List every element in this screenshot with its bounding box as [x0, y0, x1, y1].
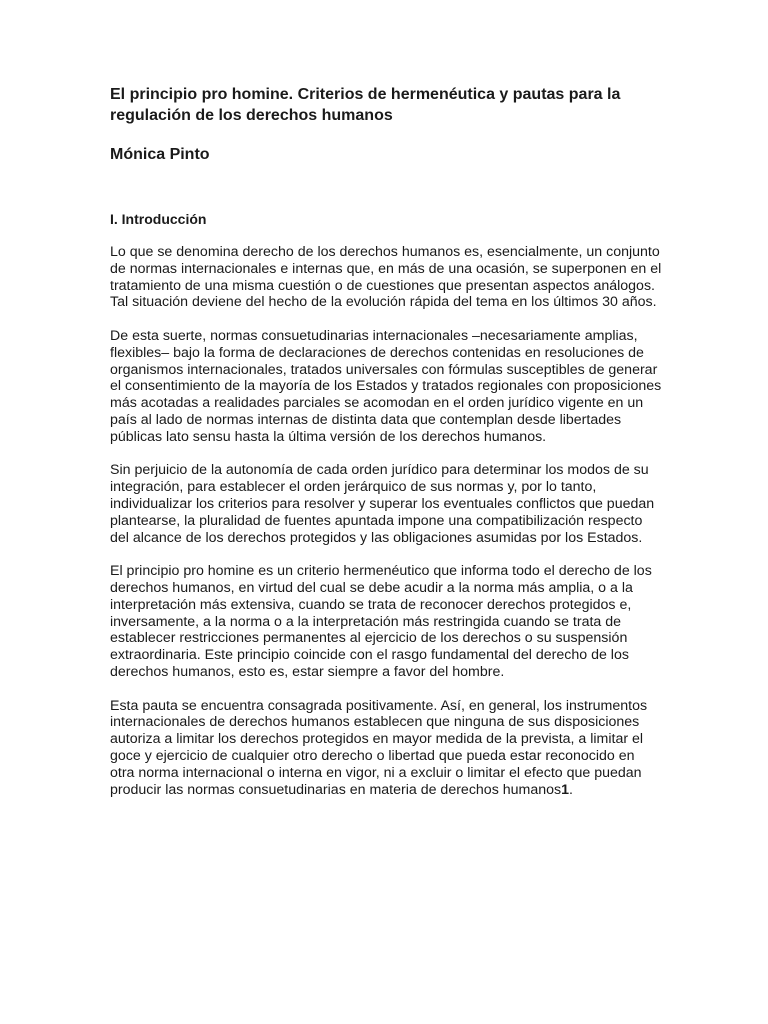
footnote-reference[interactable]: 1 [561, 781, 569, 798]
paragraph-5-text: Esta pauta se encuentra consagrada positivamente. Así, en general, los instrumentos internacionales de derechos humanos establecen que ninguna de sus disposiciones autoriza a limitar los derechos protegidos en mayor medida de la prevista, a limitar el goce y ejercicio de cualquier otro derecho o libertad que pueda estar reconocido en otra norma internacional o interna en vigor, ni a excluir o limitar el efecto que puedan producir las normas consuetudinarias en materia de derechos humanos [110, 697, 648, 798]
document-page [110, 84, 662, 815]
paragraph-2: De esta suerte, normas consuetudinarias internacionales –necesariamente amplias, flexibles– bajo la forma de declaraciones de derechos contenidas en resoluciones de organismos internacionales, tratados universales con fórmulas susceptibles de generar el consentimiento de la mayoría de los Estados y tratados regionales con proposiciones más acotadas a realidades parciales se acomodan en el orden jurídico vigente en un país al lado de normas internas de distinta data que contemplan desde libertades públicas lato sensu hasta la última versión de los derechos humanos. [110, 327, 662, 445]
section-heading: I. Introducción [110, 211, 207, 227]
paragraph-1: Lo que se denomina derecho de los derechos humanos es, esencialmente, un conjunto de normas internacionales e internas que, en más de una ocasión, se superponen en el tratamiento de una misma cuestión o de cuestiones que presentan aspectos análogos. Tal situación deviene del hecho de la evolución rápida del tema en los últimos 30 años. [110, 244, 662, 311]
paragraph-3: Sin perjuicio de la autonomía de cada orden jurídico para determinar los modos de su integración, para establecer el orden jerárquico de sus normas y, por lo tanto, individualizar los criterios para resolver y superar los eventuales conflictos que puedan plantearse, la pluralidad de fuentes apuntada impone una compatibilización respecto del alcance de los derechos protegidos y las obligaciones asumidas por los Estados. [110, 462, 655, 546]
paragraph-5 [110, 698, 662, 799]
paragraph-4: El principio pro homine es un criterio hermenéutico que informa todo el derecho de los derechos humanos, en virtud del cual se debe acudir a la norma más amplia, o a la interpretación más extensiva, cuando se trata de reconocer derechos protegidos e, inversamente, a la norma o a la interpretación más restringida cuando se trata de establecer restricciones permanentes al ejercicio de los derechos o su suspensión extraordinaria. Este principio coincide con el rasgo fundamental del derecho de los derechos humanos, esto es, estar siempre a favor del hombre. [110, 563, 652, 680]
paragraph-5-trailing: . [569, 781, 573, 798]
document-author: Mónica Pinto [110, 146, 210, 163]
document-title: El principio pro homine. Criterios de hermenéutica y pautas para la regulación de los derechos humanos [110, 86, 621, 124]
